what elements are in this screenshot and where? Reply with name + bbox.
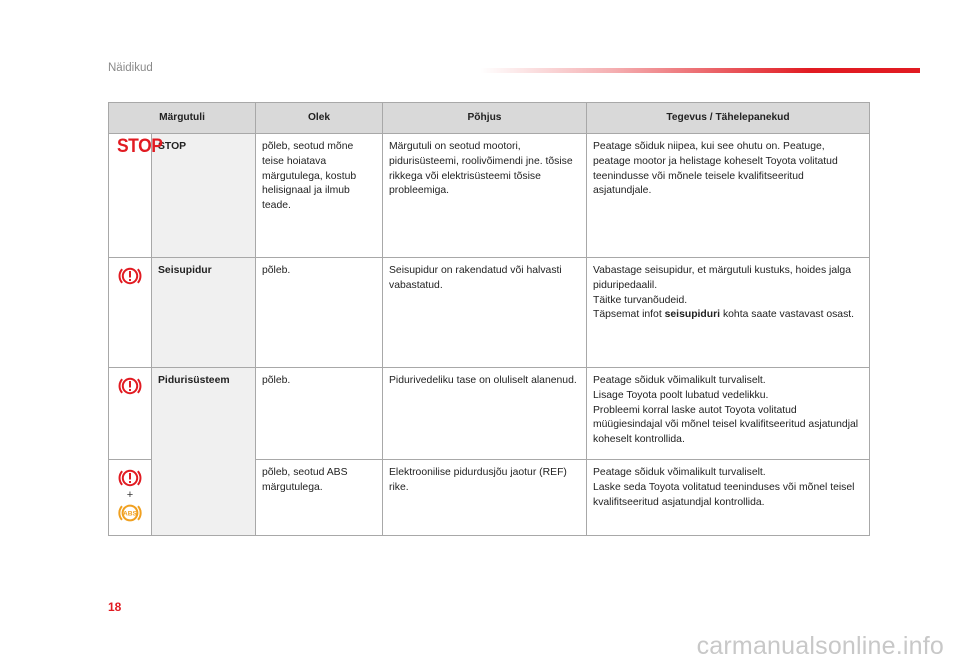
action-line: Täitke turvanõudeid. [593, 294, 688, 306]
cause-cell: Seisupidur on rakendatud või halvasti vabastatud. [383, 258, 587, 368]
state-cell: põleb, seotud ABS märgutulega. [256, 460, 383, 536]
state-cell: põleb, seotud mõne teise hoiatava märgutulega, kostub helisignaal ja ilmub teade. [256, 134, 383, 258]
state-cell: põleb. [256, 258, 383, 368]
page-number: 18 [108, 600, 122, 614]
abs-warning-icon [117, 501, 143, 525]
column-header-cause: Põhjus [383, 103, 587, 134]
action-line: Peatage sõiduk võimalikult turvaliselt. [593, 375, 766, 386]
cause-cell: Elektroonilise pidurdusjõu jaotur (REF) rike. [383, 460, 587, 536]
state-cell: põleb. [256, 368, 383, 460]
brake-warning-icon [118, 374, 142, 398]
column-header-state: Olek [256, 103, 383, 134]
icon-cell [109, 460, 152, 536]
column-header-indicator: Märgutuli [109, 103, 256, 134]
indicator-name: Pidurisüsteem [152, 368, 256, 536]
action-line: Lisage Toyota poolt lubatud vedelikku. [593, 389, 769, 401]
abs-label: ABS [123, 510, 137, 518]
table-row [109, 258, 870, 368]
action-cell [587, 258, 870, 368]
brake-warning-icon [118, 466, 142, 490]
action-cell [587, 460, 870, 536]
action-cell [587, 368, 870, 460]
table-header-row [109, 103, 870, 134]
stop-warning-icon: STOP [116, 136, 163, 157]
icon-cell [109, 258, 152, 368]
action-line: Probleemi korral laske autot Toyota volitatud müügiesindajal või mõnel teisel kvalifitseeritud asjatundjal koheselt kontrollida. [593, 404, 859, 446]
reference-keyword: seisupiduri [664, 309, 721, 321]
action-reference: Täpsemat infot seisupiduri kohta saate vastavast osast. [593, 309, 855, 321]
action-line: Laske seda Toyota volitatud teeninduses või mõnel teisel kvalifitseeritud asjatundjal kontrollida. [593, 481, 855, 508]
watermark: carmanualsonline.info [696, 632, 944, 660]
indicator-table [108, 102, 870, 536]
table-row [109, 368, 870, 460]
indicator-name: STOP [152, 134, 256, 258]
brake-abs-warning-icon [115, 466, 145, 525]
plus-sign: + [126, 489, 134, 501]
action-cell: Peatage sõiduk niipea, kui see ohutu on. Peatuge, peatage mootor ja helistage koheselt Toyota volitatud teenindusse või mõnele teisele kvalifitseeritud asjatundjale. [587, 134, 870, 258]
icon-cell [109, 368, 152, 460]
section-title: Näidikud [108, 62, 153, 74]
header-accent-bar [480, 68, 920, 73]
action-line: Peatage sõiduk võimalikult turvaliselt. [593, 467, 766, 478]
brake-warning-icon [118, 264, 142, 288]
table-row [109, 134, 870, 258]
icon-cell [109, 134, 163, 258]
indicator-name: Seisupidur [152, 258, 256, 368]
action-line: Vabastage seisupidur, et märgutuli kustuks, hoides jalga piduripedaalil. [593, 265, 851, 291]
column-header-action: Tegevus / Tähelepanekud [587, 103, 870, 134]
cause-cell: Pidurivedeliku tase on oluliselt alanenud. [383, 368, 587, 460]
cause-cell: Märgutuli on seotud mootori, pidurisüsteemi, roolivõimendi jne. tõsise rikkega või elektrisüsteemi tõsise probleemiga. [383, 134, 587, 258]
